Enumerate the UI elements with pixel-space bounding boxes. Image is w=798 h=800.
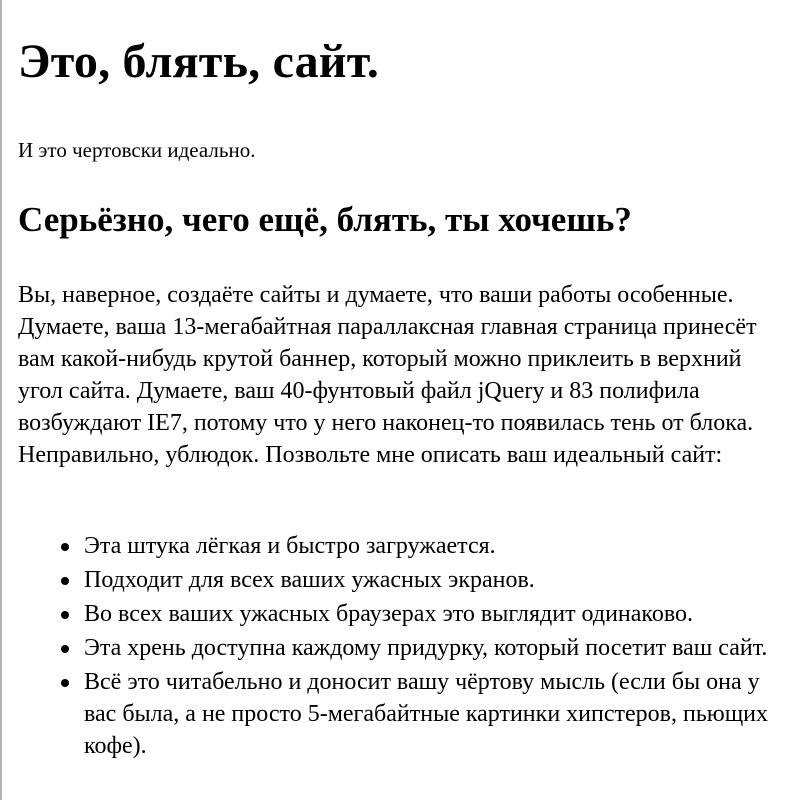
list-item-text: Эта штука лёгкая и быстро загружается. — [84, 533, 496, 559]
intro-paragraph: Вы, наверное, создаёте сайты и думаете, что ваши работы особенные. Думаете, ваша 13-мегабайтная параллаксная главная страница принесёт вам какой-нибудь крутой баннер, который можно приклеить в верхний угол сайта. Думаете, ваш 40-фунтовый файл jQuery и 83 полифила возбуждают IE7, потому что у него наконец-то появилась тень от блока. Неправильно, ублюдок. Позвольте мне описать ваш идеальный сайт: — [18, 282, 757, 468]
bullet-icon — [61, 645, 69, 653]
section-heading: Серьёзно, чего ещё, блять, ты хочешь? — [18, 200, 632, 239]
list-item-text: Подходит для всех ваших ужасных экранов. — [84, 567, 535, 593]
features-list — [16, 530, 794, 764]
list-item — [16, 666, 794, 762]
bullet-icon — [61, 577, 69, 585]
page-tagline: И это чертовски идеально. — [18, 138, 256, 162]
list-item — [16, 632, 794, 664]
list-item — [16, 530, 794, 562]
list-item-text: Эта хрень доступна каждому придурку, который посетит ваш сайт. — [84, 635, 768, 661]
list-item — [16, 598, 794, 630]
bullet-icon — [61, 679, 69, 687]
bullet-icon — [61, 543, 69, 551]
list-item-text: Всё это читабельно и доносит вашу чёртову мысль (если бы она у вас была, а не просто 5-мегабайтные картинки хипстеров, пьющих кофе). — [84, 669, 769, 759]
window-left-border — [0, 0, 2, 800]
bullet-icon — [61, 611, 69, 619]
page-title: Это, блять, сайт. — [18, 35, 380, 88]
list-item-text: Во всех ваших ужасных браузерах это выглядит одинаково. — [84, 601, 694, 627]
list-item — [16, 564, 794, 596]
